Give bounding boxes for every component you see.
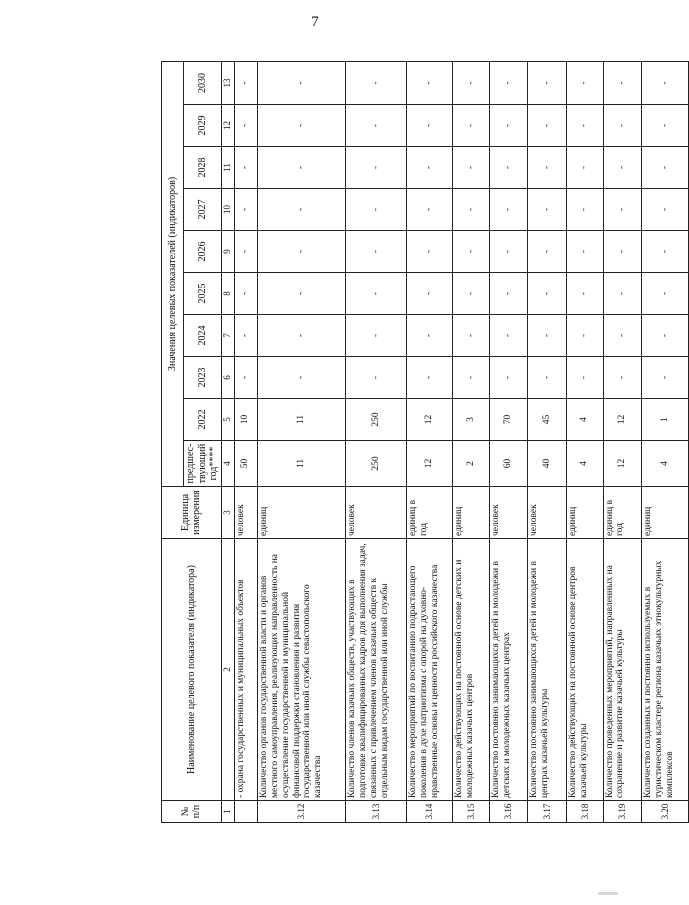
page-number: 7 (311, 14, 319, 30)
year-value-cell: 10 (234, 399, 257, 441)
year-value-cell: - (406, 273, 453, 315)
year-value-cell: - (346, 315, 406, 357)
indicator-name-cell: Количество членов казачьих обществ, участвующих в подготовке квалифицированных кадров для выполнения задач, связанных с привлечением членов казачьих обществ к отдельным видам государственной или иной службы (346, 539, 406, 801)
table-row (528, 61, 567, 822)
year-value-cell: - (489, 147, 528, 189)
year-value-cell: - (257, 315, 346, 357)
unit-cell: единиц (453, 487, 489, 539)
header-year: 2026 (184, 231, 222, 273)
year-value-cell: - (406, 231, 453, 273)
prev-year-cell: 250 (346, 441, 406, 487)
row-number-cell: 3.18 (567, 801, 603, 823)
column-number: 13 (221, 61, 234, 104)
year-value-cell: - (406, 61, 453, 104)
unit-cell: единиц (257, 487, 346, 539)
year-value-cell: - (642, 357, 689, 399)
row-number-cell: 3.19 (603, 801, 642, 823)
year-value-cell: - (453, 189, 489, 231)
table-body (234, 61, 689, 822)
year-value-cell: - (642, 231, 689, 273)
year-value-cell: - (453, 357, 489, 399)
year-value-cell: - (642, 189, 689, 231)
year-value-cell: 1 (642, 399, 689, 441)
year-value-cell: - (528, 189, 567, 231)
table-row (234, 61, 257, 822)
year-value-cell: - (489, 231, 528, 273)
year-value-cell: - (257, 105, 346, 147)
year-value-cell: 12 (603, 399, 642, 441)
column-numbers-row (221, 61, 234, 822)
unit-cell: единиц в год (603, 487, 642, 539)
column-number: 11 (221, 147, 234, 189)
year-value-cell: 12 (406, 399, 453, 441)
column-number: 6 (221, 357, 234, 399)
year-value-cell: - (234, 189, 257, 231)
year-value-cell: - (567, 147, 603, 189)
year-value-cell: - (567, 189, 603, 231)
column-number: 4 (221, 441, 234, 487)
year-value-cell: - (567, 273, 603, 315)
header-year: 2027 (184, 189, 222, 231)
year-value-cell: - (642, 147, 689, 189)
year-value-cell: - (603, 273, 642, 315)
indicator-name-cell: - охрана государственных и муниципальных объектов (234, 539, 257, 801)
year-value-cell: - (603, 315, 642, 357)
year-value-cell: - (234, 273, 257, 315)
unit-cell: человек (489, 487, 528, 539)
prev-year-cell: 4 (642, 441, 689, 487)
year-value-cell: - (567, 315, 603, 357)
year-value-cell: - (642, 61, 689, 104)
column-number: 10 (221, 189, 234, 231)
year-value-cell: - (603, 105, 642, 147)
year-value-cell: - (528, 105, 567, 147)
year-value-cell: - (234, 147, 257, 189)
year-value-cell: - (603, 357, 642, 399)
year-value-cell: - (234, 105, 257, 147)
year-value-cell: - (234, 61, 257, 104)
row-number-cell (234, 801, 257, 823)
year-value-cell: - (406, 105, 453, 147)
row-number-cell: 3.16 (489, 801, 528, 823)
year-value-cell: - (346, 61, 406, 104)
year-value-cell: 45 (528, 399, 567, 441)
year-value-cell: - (453, 315, 489, 357)
year-value-cell: - (257, 357, 346, 399)
year-value-cell: - (257, 189, 346, 231)
year-value-cell: - (453, 105, 489, 147)
year-value-cell: - (603, 147, 642, 189)
row-number-cell: 3.15 (453, 801, 489, 823)
year-value-cell: - (257, 273, 346, 315)
unit-cell: единиц (567, 487, 603, 539)
header-name: Наименование целевого показателя (индикатора) (162, 539, 222, 801)
unit-cell: человек (528, 487, 567, 539)
header-year: 2028 (184, 147, 222, 189)
year-value-cell: - (528, 273, 567, 315)
table-row (642, 61, 689, 822)
year-value-cell: - (489, 105, 528, 147)
year-value-cell: - (528, 315, 567, 357)
year-value-cell: - (642, 273, 689, 315)
year-value-cell: - (567, 357, 603, 399)
year-value-cell: - (453, 231, 489, 273)
row-number-cell: 3.20 (642, 801, 689, 823)
prev-year-cell: 50 (234, 441, 257, 487)
column-number: 7 (221, 315, 234, 357)
year-value-cell: - (346, 147, 406, 189)
indicator-name-cell: Количество созданных и постоянно используемых в туристическом кластере региона казачьих этнокультурных комплексов (642, 539, 689, 801)
year-value-cell: - (567, 105, 603, 147)
year-value-cell: - (528, 147, 567, 189)
year-value-cell: - (642, 105, 689, 147)
header-year: 2029 (184, 105, 222, 147)
column-number: 1 (221, 801, 234, 823)
year-value-cell: - (234, 315, 257, 357)
row-number-cell: 3.12 (257, 801, 346, 823)
prev-year-cell: 4 (567, 441, 603, 487)
indicator-name-cell: Количество постоянно занимающихся детей и молодежи в центрах казачьей культуры (528, 539, 567, 801)
table-row (489, 61, 528, 822)
column-number: 3 (221, 487, 234, 539)
year-value-cell: 70 (489, 399, 528, 441)
column-number: 8 (221, 273, 234, 315)
year-value-cell: - (257, 147, 346, 189)
year-value-cell: - (234, 231, 257, 273)
header-year: 2030 (184, 61, 222, 104)
table-row (453, 61, 489, 822)
header-year: 2024 (184, 315, 222, 357)
indicator-name-cell: Количество мероприятий по воспитанию подрастающего поколения в духе патриотизма с опорой на духовно-нравственные основы и ценности российского казачества (406, 539, 453, 801)
year-value-cell: - (489, 315, 528, 357)
year-value-cell: 11 (257, 399, 346, 441)
year-value-cell: - (603, 189, 642, 231)
year-value-cell: - (453, 61, 489, 104)
header-unit: Единица измерения (162, 487, 222, 539)
unit-cell: человек (234, 487, 257, 539)
year-value-cell: - (406, 357, 453, 399)
table-row (603, 61, 642, 822)
column-number: 2 (221, 539, 234, 801)
year-value-cell: - (234, 357, 257, 399)
row-number-cell: 3.13 (346, 801, 406, 823)
header-year: 2022 (184, 399, 222, 441)
scan-artifact (598, 892, 618, 895)
indicator-name-cell: Количество постоянно занимающихся детей и молодежи в детских и молодежных казачьих центрах (489, 539, 528, 801)
year-value-cell: - (528, 61, 567, 104)
year-value-cell: - (603, 231, 642, 273)
table-row (567, 61, 603, 822)
header-group: Значения целевых показателей (индикаторов) (162, 61, 184, 486)
prev-year-cell: 40 (528, 441, 567, 487)
year-value-cell: - (346, 273, 406, 315)
table-row (406, 61, 453, 822)
year-value-cell: - (406, 189, 453, 231)
unit-cell: единиц в год (406, 487, 453, 539)
indicator-name-cell: Количество органов государственной власти и органов местного самоуправления, реализующих направленность на осуществление государственной и муниципальной финансовой поддержки становления и развития государственной или иной службы севастопольского казачества (257, 539, 346, 801)
year-value-cell: - (453, 147, 489, 189)
column-number: 9 (221, 231, 234, 273)
table-row (346, 61, 406, 822)
prev-year-cell: 60 (489, 441, 528, 487)
year-value-cell: - (453, 273, 489, 315)
header-num: № п/п (162, 801, 222, 823)
table-header (162, 61, 235, 822)
year-value-cell: - (528, 231, 567, 273)
year-value-cell: - (489, 189, 528, 231)
year-value-cell: 250 (346, 399, 406, 441)
year-value-cell: - (528, 357, 567, 399)
indicators-table (161, 61, 689, 823)
row-number-cell: 3.17 (528, 801, 567, 823)
unit-cell: человек (346, 487, 406, 539)
header-year: 2025 (184, 273, 222, 315)
year-value-cell: - (567, 61, 603, 104)
indicator-name-cell: Количество действующих на постоянной основе детских и молодежных казачьих центров (453, 539, 489, 801)
year-value-cell: - (257, 61, 346, 104)
header-year: 2023 (184, 357, 222, 399)
year-value-cell: - (406, 147, 453, 189)
year-value-cell: - (346, 231, 406, 273)
indicator-name-cell: Количество действующих на постоянной основе центров казачьей культуры (567, 539, 603, 801)
prev-year-cell: 2 (453, 441, 489, 487)
column-number: 5 (221, 399, 234, 441)
year-value-cell: - (489, 357, 528, 399)
indicators-table-rotated (161, 62, 689, 823)
prev-year-cell: 12 (406, 441, 453, 487)
year-value-cell: - (346, 105, 406, 147)
year-value-cell: - (489, 273, 528, 315)
indicator-name-cell: Количество проведенных мероприятий, направленных на сохранение и развитие казачьей культуры (603, 539, 642, 801)
prev-year-cell: 11 (257, 441, 346, 487)
prev-year-cell: 12 (603, 441, 642, 487)
unit-cell: единиц (642, 487, 689, 539)
row-number-cell: 3.14 (406, 801, 453, 823)
year-value-cell: 3 (453, 399, 489, 441)
year-value-cell: - (603, 61, 642, 104)
year-value-cell: 4 (567, 399, 603, 441)
table-row (257, 61, 346, 822)
year-value-cell: - (346, 189, 406, 231)
year-value-cell: - (406, 315, 453, 357)
year-value-cell: - (489, 61, 528, 104)
year-value-cell: - (642, 315, 689, 357)
header-prev-year: предшес-твующий год**** (184, 441, 222, 487)
year-value-cell: - (257, 231, 346, 273)
year-value-cell: - (567, 231, 603, 273)
column-number: 12 (221, 105, 234, 147)
year-value-cell: - (346, 357, 406, 399)
